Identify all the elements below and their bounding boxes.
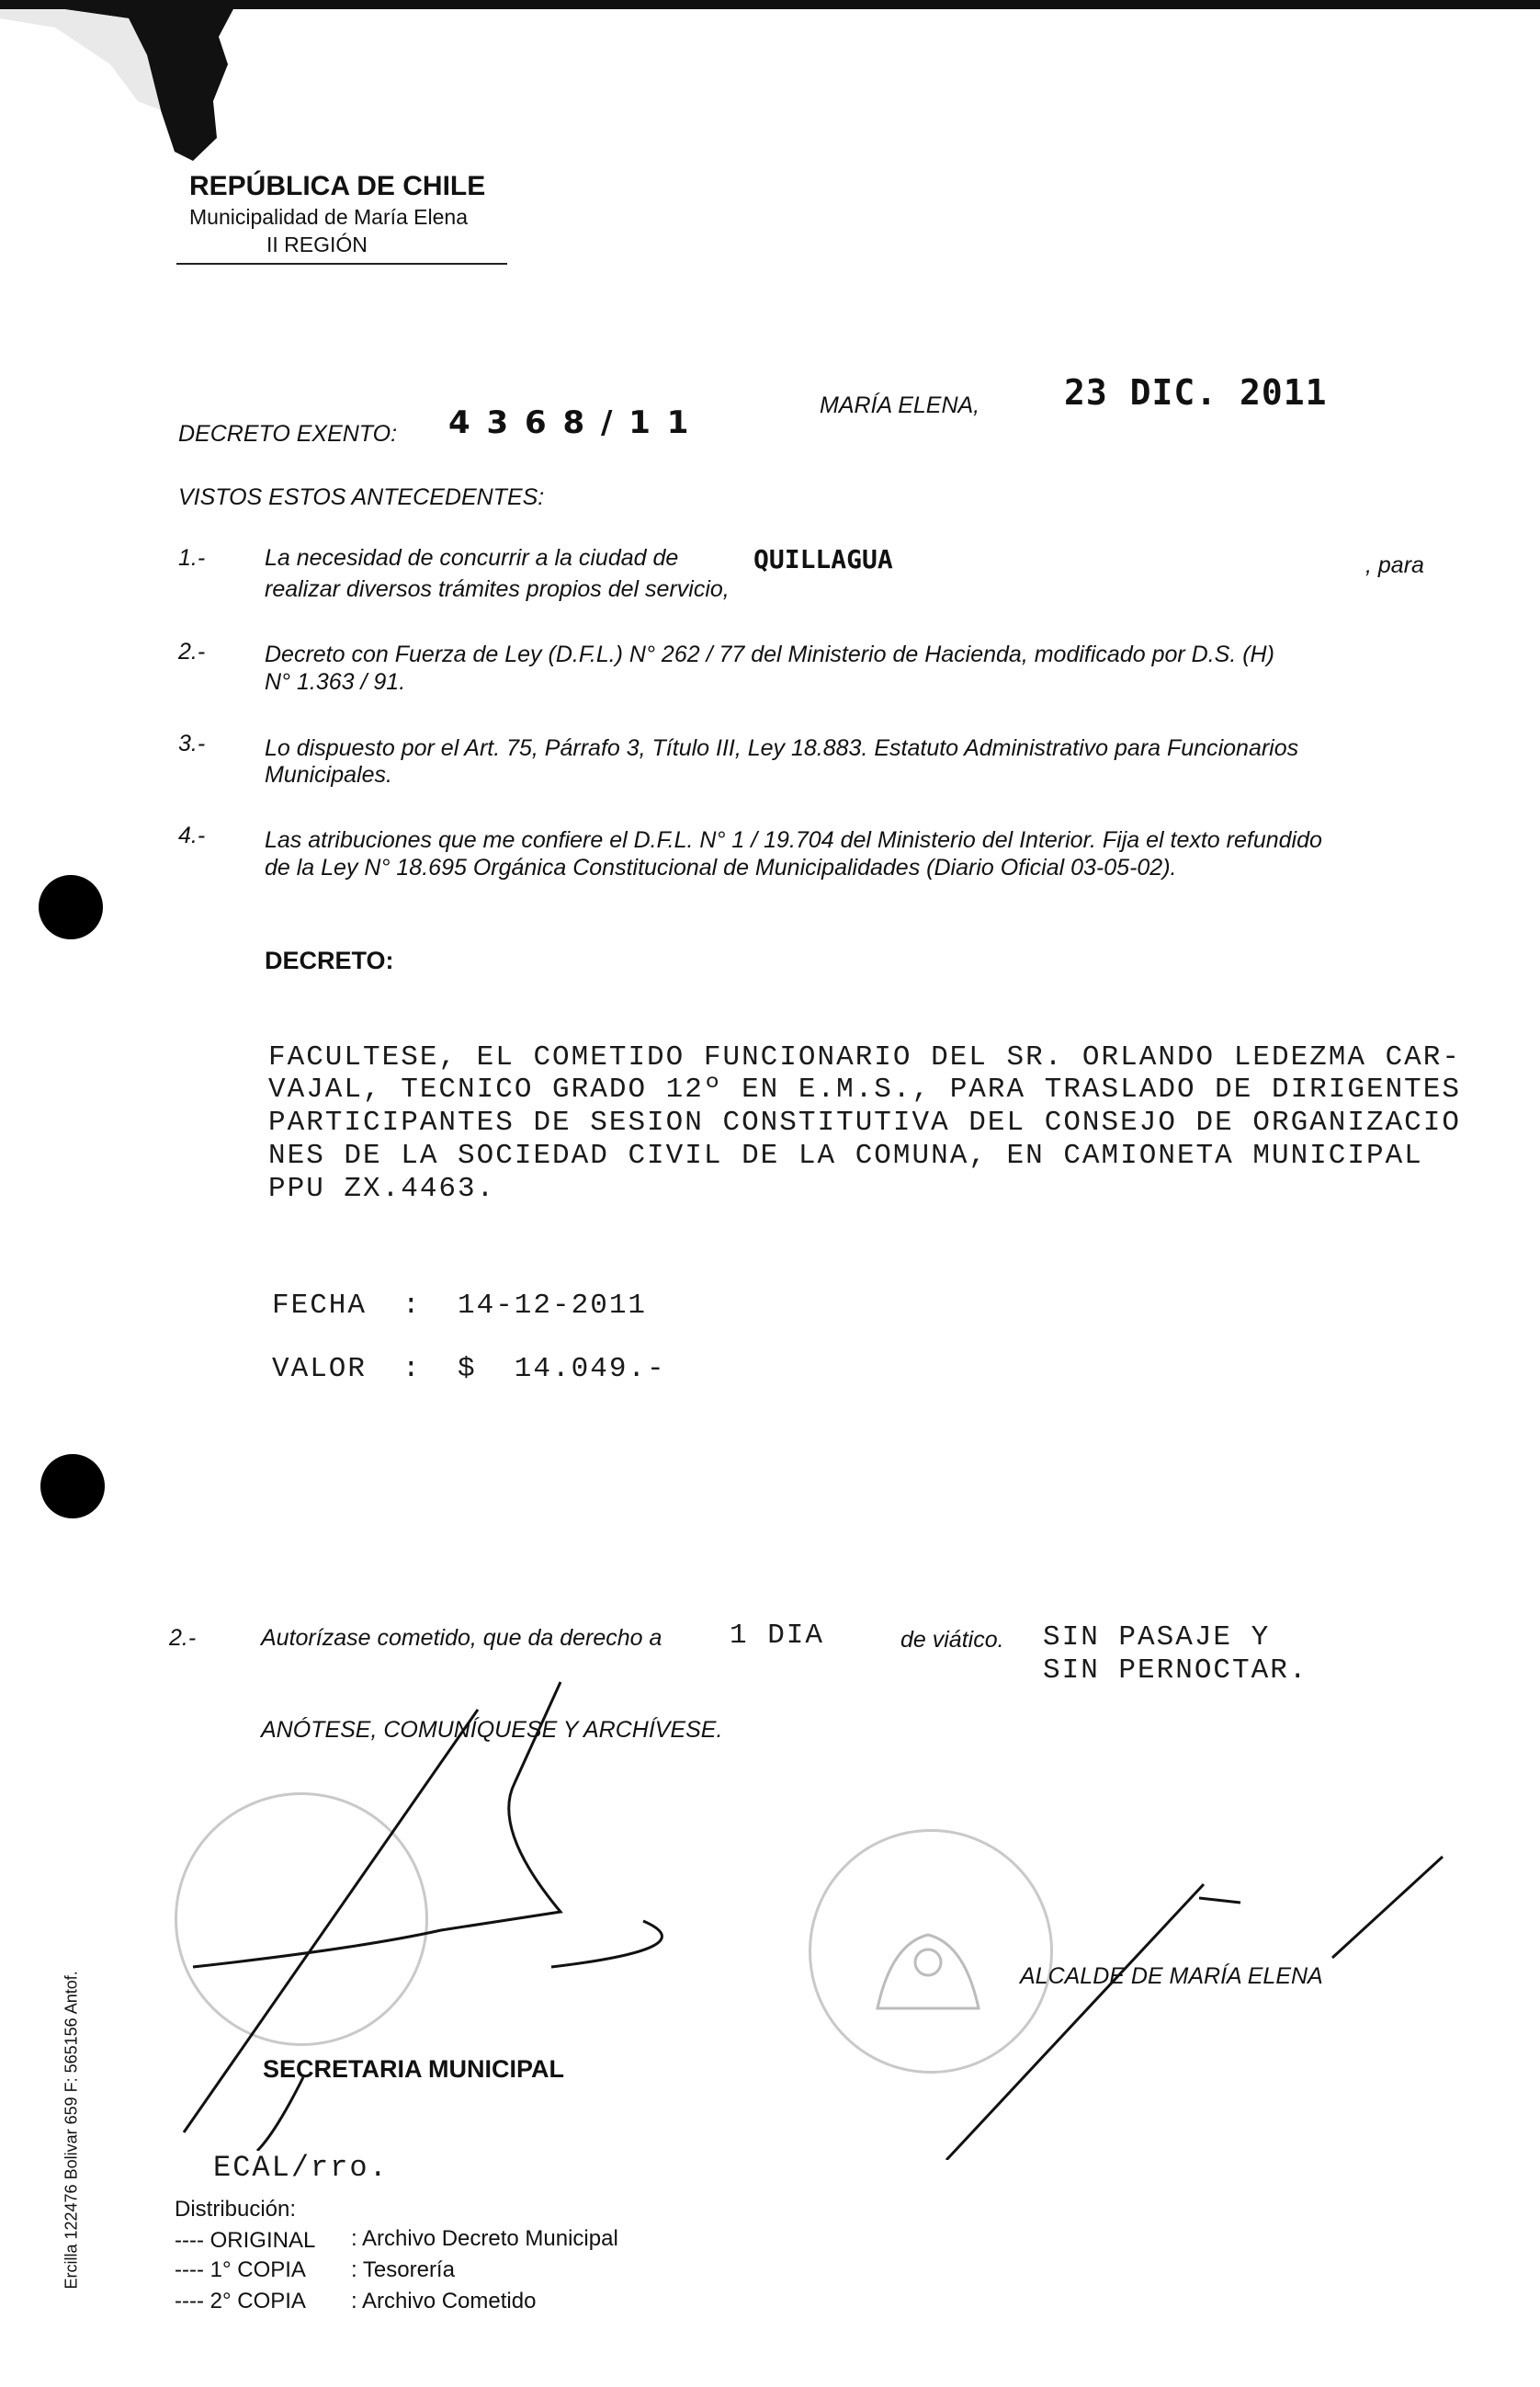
punch-hole-top bbox=[39, 875, 103, 939]
vistos-text-2b: N° 1.363 / 91. bbox=[265, 669, 406, 695]
fecha-value: 14-12-2011 bbox=[458, 1290, 648, 1322]
dist-dest-3: : Archivo Cometido bbox=[351, 2289, 537, 2313]
vistos-heading: VISTOS ESTOS ANTECEDENTES: bbox=[178, 484, 545, 510]
item2-text-b: de viático. bbox=[900, 1627, 1004, 1653]
decree-number: 4 3 6 8 / 1 1 bbox=[448, 404, 692, 441]
valor-value: $ 14.049.- bbox=[458, 1353, 666, 1385]
vistos-text-1a: La necesidad de concurrir a la ciudad de bbox=[265, 545, 679, 571]
item2-text-a: Autorízase cometido, que da derecho a bbox=[261, 1625, 662, 1651]
valor-label: VALOR bbox=[272, 1353, 368, 1385]
header-title: REPÚBLICA DE CHILE bbox=[189, 171, 486, 201]
punch-hole-bottom bbox=[40, 1454, 105, 1518]
vistos-num-2: 2.- bbox=[178, 639, 206, 665]
anotese-text: ANÓTESE, COMUNÍQUESE Y ARCHÍVESE. bbox=[261, 1717, 723, 1743]
place-label: MARÍA ELENA, bbox=[820, 392, 980, 418]
date-stamp: 23 DIC. 2011 bbox=[1064, 372, 1328, 413]
torn-corner bbox=[0, 0, 294, 175]
vistos-num-3: 3.- bbox=[178, 731, 206, 756]
item2-condition-2: SIN PERNOCTAR. bbox=[1043, 1654, 1308, 1687]
decreto-heading: DECRETO: bbox=[265, 947, 394, 974]
decree-label: DECRETO EXENTO: bbox=[178, 421, 398, 447]
vistos-text-1b: , para bbox=[1365, 552, 1424, 578]
destination-city: QUILLAGUA bbox=[753, 544, 893, 574]
decreto-body-line-4: NES DE LA SOCIEDAD CIVIL DE LA COMUNA, EN CAMIONETA MUNICIPAL bbox=[268, 1140, 1423, 1172]
valor-colon: : bbox=[402, 1353, 422, 1385]
dist-copy-2: ---- 1° COPIA bbox=[175, 2257, 306, 2282]
dist-copy-1: ---- ORIGINAL bbox=[175, 2228, 316, 2253]
item2-condition-1: SIN PASAJE Y bbox=[1043, 1621, 1271, 1654]
dist-dest-2: : Tesorería bbox=[351, 2257, 455, 2282]
initials: ECAL/rro. bbox=[213, 2151, 389, 2185]
fecha-label: FECHA bbox=[272, 1290, 368, 1322]
alcalde-title: ALCALDE DE MARÍA ELENA bbox=[1020, 1963, 1323, 1989]
decreto-body-line-5: PPU ZX.4463. bbox=[268, 1173, 496, 1205]
decreto-body-line-3: PARTICIPANTES DE SESION CONSTITUTIVA DEL CONSEJO DE ORGANIZACIO bbox=[268, 1107, 1461, 1139]
decreto-body-line-2: VAJAL, TECNICO GRADO 12º EN E.M.S., PARA TRASLADO DE DIRIGENTES bbox=[268, 1074, 1461, 1106]
header-underline bbox=[176, 263, 507, 265]
vistos-text-1c: realizar diversos trámites propios del servicio, bbox=[265, 576, 730, 602]
secretaria-title: SECRETARIA MUNICIPAL bbox=[263, 2055, 564, 2083]
header-region: II REGIÓN bbox=[266, 233, 368, 256]
header-subtitle: Municipalidad de María Elena bbox=[189, 205, 469, 229]
dist-copy-3: ---- 2° COPIA bbox=[175, 2289, 306, 2313]
vistos-text-3b: Municipales. bbox=[265, 762, 392, 788]
vistos-num-1: 1.- bbox=[178, 545, 206, 571]
distribution-heading: Distribución: bbox=[175, 2197, 297, 2222]
vistos-text-2a: Decreto con Fuerza de Ley (D.F.L.) N° 262 / 77 del Ministerio de Hacienda, modificado por D.S. (H) bbox=[265, 642, 1274, 667]
decreto-body-line-1: FACULTESE, EL COMETIDO FUNCIONARIO DEL SR. ORLANDO LEDEZMA CAR- bbox=[268, 1041, 1461, 1074]
vistos-text-4b: de la Ley N° 18.695 Orgánica Constitucional de Municipalidades (Diario Oficial 03-05-02). bbox=[265, 855, 1177, 881]
vistos-text-4a: Las atribuciones que me confiere el D.F.L. N° 1 / 19.704 del Ministerio del Interior. Fija el texto refundido bbox=[265, 827, 1322, 853]
item2-num: 2.- bbox=[169, 1625, 197, 1651]
item2-days: 1 DIA bbox=[730, 1620, 825, 1652]
fecha-colon: : bbox=[402, 1290, 422, 1322]
vistos-num-4: 4.- bbox=[178, 823, 206, 848]
vistos-text-3a: Lo dispuesto por el Art. 75, Párrafo 3, Título III, Ley 18.883. Estatuto Administrativo para Funcionarios bbox=[265, 735, 1299, 761]
printer-note: Ercilla 122476 Bolivar 659 F: 565156 Antof. bbox=[62, 1971, 81, 2290]
top-edge bbox=[276, 0, 1540, 9]
dist-dest-1: : Archivo Decreto Municipal bbox=[351, 2226, 618, 2251]
